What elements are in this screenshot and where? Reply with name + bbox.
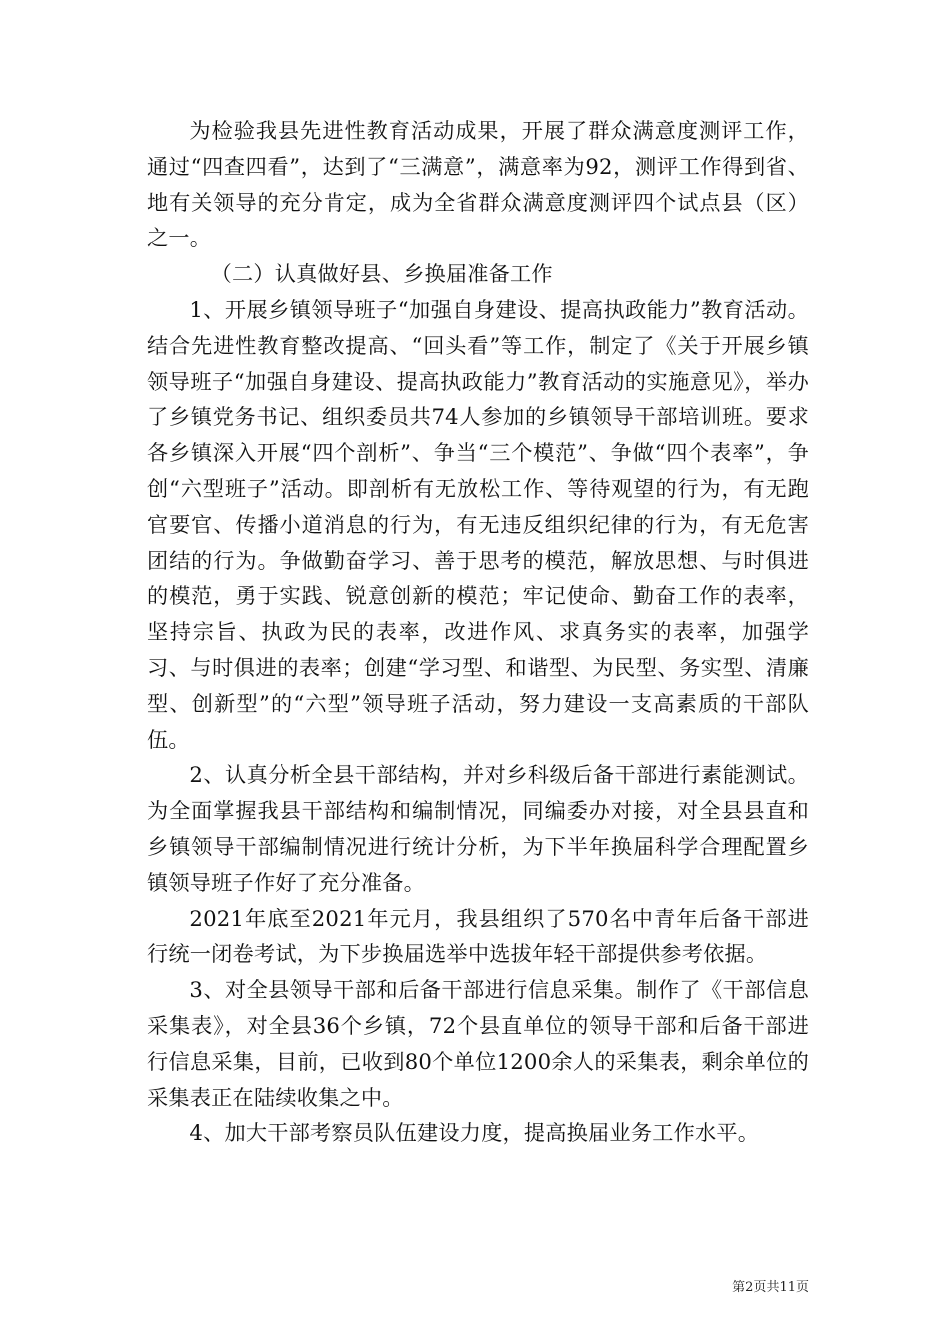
paragraph-item-4-inspector-team: 4、加大干部考察员队伍建设力度，提高换届业务工作水平。 bbox=[189, 1120, 760, 1146]
paragraph-reserve-cadre-exam: 2021年底至2021年元月，我县组织了570名中青年后备干部进行统一闭卷考试，为下步换届选举中选拔年轻干部提供参考依据。 bbox=[147, 905, 809, 967]
page-number: 第2页共11页 bbox=[732, 1280, 809, 1295]
paragraph-satisfaction-survey: 为检验我县先进性教育活动成果，开展了群众满意度测评工作，通过“四查四看”，达到了“三满意”，满意率为92，测评工作得到省、地有关领导的充分肯定，成为全省群众满意度测评四个试点县（区）之一。 bbox=[147, 118, 809, 251]
paragraph-item-1-education-activity: 1、开展乡镇领导班子“加强自身建设、提高执政能力”教育活动。结合先进性教育整改提高、“回头看”等工作，制定了《关于开展乡镇领导班子“加强自身建设、提高执政能力”教育活动的实施意见》，举办了乡镇党务书记、组织委员共74人参加的乡镇领导干部培训班。要求各乡镇深入开展“四个剖析”、争当“三个模范”、争做“四个表率”，争创“六型班子”活动。即剖析有无放松工作、等待观望的行为，有无跑官要官、传播小道消息的行为，有无违反组织纪律的行为，有无危害团结的行为。争做勤奋学习、善于思考的模范，解放思想、与时俱进的模范，勇于实践、锐意创新的模范；牢记使命、勤奋工作的表率，坚持宗旨、执政为民的表率，改进作风、求真务实的表率，加强学习、与时俱进的表率；创建“学习型、和谐型、为民型、务实型、清廉型、创新型”的“六型”领导班子活动，努力建设一支高素质的干部队伍。 bbox=[147, 296, 809, 752]
paragraph-item-2-cadre-structure: 2、认真分析全县干部结构，并对乡科级后备干部进行素能测试。为全面掌握我县干部结构和编制情况，同编委办对接，对全县县直和乡镇领导干部编制情况进行统计分析，为下半年换届科学合理配置乡镇领导班子作好了充分准备。 bbox=[147, 762, 809, 895]
document-body bbox=[147, 113, 809, 1151]
paragraph-item-3-information-collection: 3、对全县领导干部和后备干部进行信息采集。制作了《干部信息采集表》，对全县36个乡镇，72个县直单位的领导干部和后备干部进行信息采集，目前，已收到80个单位1200余人的采集表，剩余单位的采集表正在陆续收集之中。 bbox=[147, 977, 809, 1110]
section-heading-election-preparation: （二）认真做好县、乡换届准备工作 bbox=[210, 261, 553, 287]
